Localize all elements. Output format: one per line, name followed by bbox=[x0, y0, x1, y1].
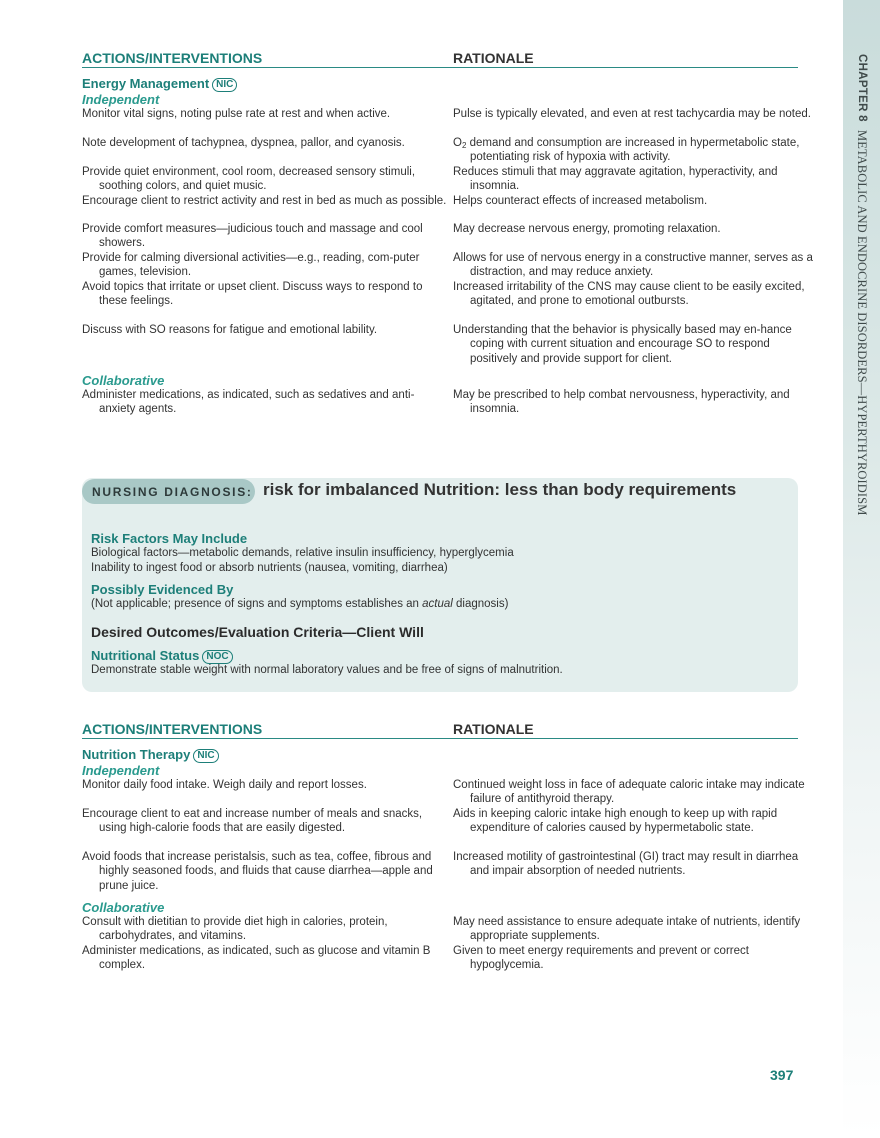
rationale-text: Increased motility of gastrointestinal (GI) tract may result in diarrhea and impair absorption of needed nutrients. bbox=[453, 851, 799, 878]
risk-factor-item: Biological factors—metabolic demands, relative insulin insufficiency, hyperglycemia bbox=[91, 547, 514, 559]
collaborative-heading: Collaborative bbox=[82, 373, 165, 388]
evidenced-heading: Possibly Evidenced By bbox=[91, 582, 234, 597]
action-text: Provide for calming diversional activities—e.g., reading, com-puter games, television. bbox=[82, 252, 420, 279]
table-row bbox=[82, 915, 801, 944]
evidenced-text bbox=[91, 597, 791, 612]
nursing-diagnosis-label: NURSING DIAGNOSIS: bbox=[92, 485, 253, 499]
table-row bbox=[82, 807, 798, 850]
nursing-diagnosis-pill bbox=[82, 479, 255, 504]
evidenced-block bbox=[91, 582, 791, 612]
nic-badge: NIC bbox=[193, 749, 218, 763]
rationale-text: Understanding that the behavior is physically based may en-hance coping with current situation and encourage SO to respond positively and provide support for client. bbox=[453, 324, 792, 365]
rationale-text: May need assistance to ensure adequate intake of nutrients, identify appropriate supplements. bbox=[453, 916, 801, 943]
header-rationale: RATIONALE bbox=[453, 721, 534, 737]
independent-heading: Independent bbox=[82, 92, 160, 107]
rationale-text: Reduces stimuli that may aggravate agitation, hyperactivity, and insomnia. bbox=[453, 166, 778, 193]
nursing-diagnosis-title: risk for imbalanced Nutrition: less than body requirements bbox=[263, 480, 737, 499]
collaborative-heading: Collaborative bbox=[82, 900, 165, 915]
rationale-text: May decrease nervous energy, promoting relaxation. bbox=[453, 223, 721, 235]
rationale-text: Continued weight loss in face of adequate caloric intake may indicate failure of antithyroid therapy. bbox=[453, 779, 805, 806]
rationale-text: Allows for use of nervous energy in a constructive manner, serves as a distraction, and may reduce anxiety. bbox=[453, 252, 813, 279]
header-rule bbox=[82, 67, 798, 68]
rationale-text: Helps counteract effects of increased metabolism. bbox=[453, 195, 708, 207]
noc-block bbox=[91, 648, 791, 678]
nic-heading bbox=[82, 76, 798, 91]
chapter-title: METABOLIC AND ENDOCRINE DISORDERS—HYPERTHYROIDISM bbox=[855, 129, 869, 516]
risk-factors-block bbox=[91, 531, 791, 575]
action-text: Discuss with SO reasons for fatigue and emotional lability. bbox=[82, 324, 378, 336]
rationale-o: O bbox=[453, 137, 462, 149]
header-rule bbox=[82, 738, 798, 739]
action-text: Provide comfort measures—judicious touch and massage and cool showers. bbox=[82, 223, 423, 250]
rationale-text: May be prescribed to help combat nervousness, hyperactivity, and insomnia. bbox=[453, 389, 790, 416]
column-headers bbox=[82, 50, 798, 66]
nic-badge: NIC bbox=[212, 78, 237, 92]
noc-title: Nutritional Status bbox=[91, 648, 200, 663]
page-number: 397 bbox=[770, 1067, 794, 1083]
table-row bbox=[82, 194, 798, 222]
action-text: Consult with dietitian to provide diet high in calories, protein, carbohydrates, and vitamins. bbox=[82, 916, 388, 943]
table-row bbox=[82, 251, 813, 280]
action-text: Avoid foods that increase peristalsis, such as tea, coffee, fibrous and highly seasoned foods, and fluids that cause diarrhea—apple and prune juice. bbox=[82, 851, 433, 892]
rationale-text: Given to meet energy requirements and prevent or correct hypoglycemia. bbox=[453, 945, 749, 972]
outcomes-heading: Desired Outcomes/Evaluation Criteria—Client Will bbox=[91, 624, 424, 640]
noc-badge: NOC bbox=[202, 650, 232, 664]
rationale-text: Aids in keeping caloric intake high enough to keep up with rapid expenditure of calories caused by hypermetabolic state. bbox=[453, 808, 778, 835]
section-nutrition-therapy bbox=[82, 721, 805, 973]
column-headers bbox=[82, 721, 798, 737]
evidenced-pre: (Not applicable; presence of signs and symptoms establishes an bbox=[91, 598, 423, 610]
nic-heading bbox=[82, 747, 798, 762]
chapter-number: CHAPTER 8 bbox=[856, 54, 868, 122]
table-row bbox=[82, 165, 798, 194]
rationale-rest: demand and consumption are increased in hypermetabolic state, potentiating risk of hypoxia with activity. bbox=[466, 137, 800, 164]
rationale-text bbox=[453, 136, 815, 165]
risk-factor-item: Inability to ingest food or absorb nutrients (nausea, vomiting, diarrhea) bbox=[91, 561, 448, 574]
independent-heading: Independent bbox=[82, 763, 160, 778]
table-row bbox=[82, 778, 805, 807]
action-text: Administer medications, as indicated, such as glucose and vitamin B complex. bbox=[82, 945, 431, 972]
table-row bbox=[82, 107, 811, 136]
risk-factors-heading: Risk Factors May Include bbox=[91, 531, 248, 546]
action-text: Encourage client to restrict activity and rest in bed as much as possible. bbox=[82, 195, 447, 207]
action-text: Administer medications, as indicated, such as sedatives and anti-anxiety agents. bbox=[82, 389, 415, 416]
noc-text: Demonstrate stable weight with normal laboratory values and be free of signs of malnutrition. bbox=[91, 664, 563, 676]
rationale-text: Increased irritability of the CNS may cause client to be easily excited, agitated, and prone to emotional outbursts. bbox=[453, 281, 805, 308]
subscript-2: 2 bbox=[461, 141, 467, 150]
action-text: Note development of tachypnea, dyspnea, pallor, and cyanosis. bbox=[82, 137, 405, 149]
table-row bbox=[82, 850, 798, 900]
noc-heading bbox=[91, 648, 791, 663]
table-row bbox=[82, 136, 798, 165]
nic-title: Energy Management bbox=[82, 76, 210, 91]
header-actions: ACTIONS/INTERVENTIONS bbox=[82, 50, 263, 66]
header-rationale: RATIONALE bbox=[453, 50, 534, 66]
table-row bbox=[82, 280, 805, 323]
chapter-running-head bbox=[843, 54, 880, 534]
table-row bbox=[82, 323, 798, 373]
evidenced-em: actual bbox=[422, 598, 453, 610]
action-text: Avoid topics that irritate or upset client. Discuss ways to respond to these feelings. bbox=[82, 281, 423, 308]
action-text: Encourage client to eat and increase number of meals and snacks, using high-calorie foods that are easily digested. bbox=[82, 808, 423, 835]
action-text: Monitor vital signs, noting pulse rate at rest and when active. bbox=[82, 108, 391, 120]
table-row bbox=[82, 944, 798, 973]
nic-title: Nutrition Therapy bbox=[82, 747, 191, 762]
header-actions: ACTIONS/INTERVENTIONS bbox=[82, 721, 263, 737]
table-row bbox=[82, 222, 798, 251]
rationale-text: Pulse is typically elevated, and even at rest tachycardia may be noted. bbox=[453, 108, 811, 120]
evidenced-post: diagnosis) bbox=[452, 598, 509, 610]
action-text: Monitor daily food intake. Weigh daily and report losses. bbox=[82, 779, 367, 791]
nursing-diagnosis-box bbox=[82, 478, 798, 692]
action-text: Provide quiet environment, cool room, decreased sensory stimuli, soothing colors, and quiet music. bbox=[82, 166, 416, 193]
section-energy-management bbox=[82, 50, 813, 417]
table-row bbox=[82, 388, 798, 417]
